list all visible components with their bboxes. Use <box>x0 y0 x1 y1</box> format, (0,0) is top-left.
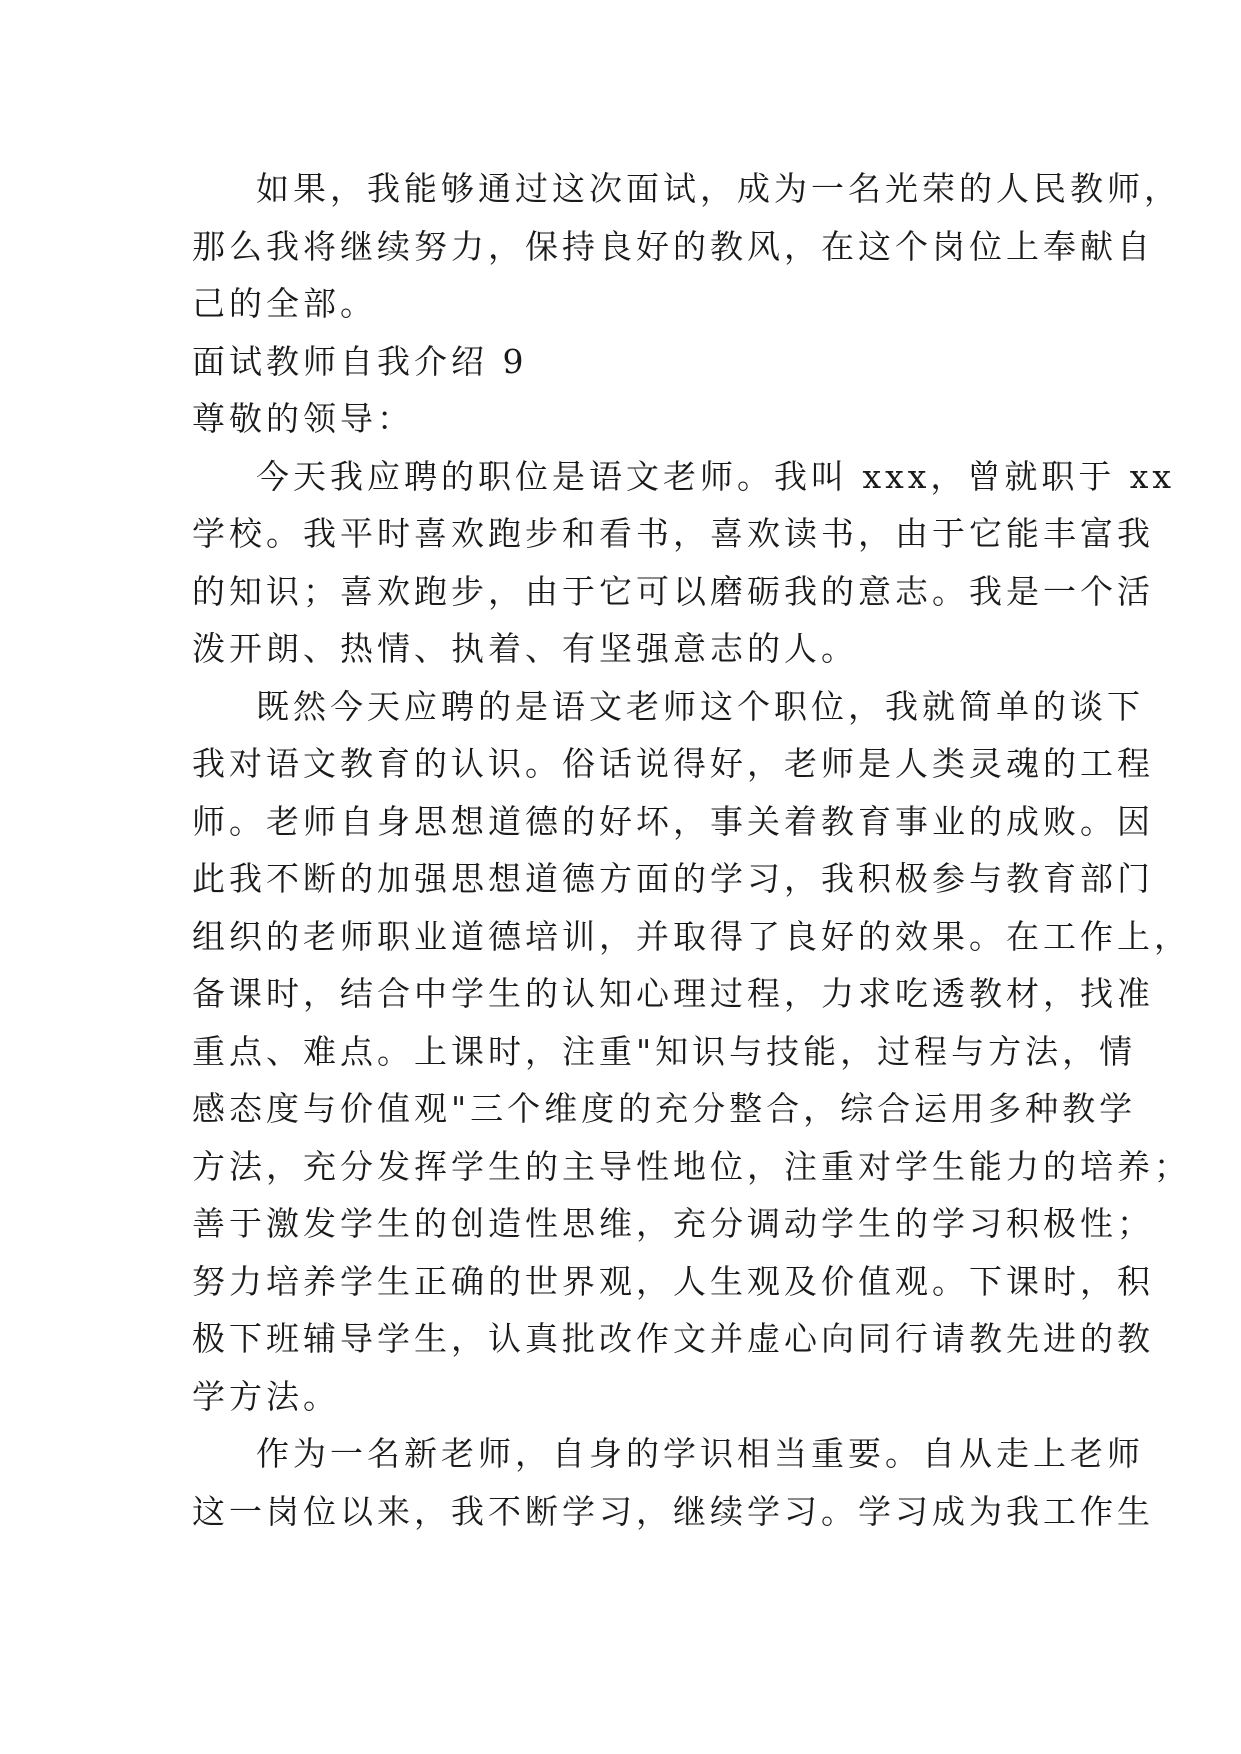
text-line: 师。老师自身思想道德的好坏，事关着教育事业的成败。因 <box>192 801 1154 841</box>
text-line: 作为一名新老师，自身的学识相当重要。自从走上老师 <box>256 1434 1144 1473</box>
paragraph <box>192 333 1052 391</box>
text-line: 今天我应聘的职位是语文老师。我叫 xxx，曾就职于 xx <box>256 456 1176 496</box>
text-line: 我对语文教育的认识。俗话说得好，老师是人类灵魂的工程 <box>192 744 1154 783</box>
text-line: 重点、难点。上课时，注重"知识与技能，过程与方法，情 <box>192 1031 1137 1071</box>
text-line: 善于激发学生的创造性思维，充分调动学生的学习积极性； <box>192 1204 1154 1243</box>
text-line: 努力培养学生正确的世界观，人生观及价值观。下课时，积 <box>192 1261 1154 1301</box>
paragraph <box>192 390 1052 448</box>
paragraph <box>192 160 1181 333</box>
paragraph <box>192 448 1176 678</box>
paragraph <box>192 678 1191 1426</box>
text-line: 组织的老师职业道德培训，并取得了良好的效果。在工作上， <box>192 916 1191 956</box>
document-body <box>192 160 1191 1540</box>
text-line: 学方法。 <box>192 1376 340 1416</box>
text-line: 此我不断的加强思想道德方面的学习，我积极参与教育部门 <box>192 859 1154 898</box>
text-line: 感态度与价值观"三个维度的充分整合，综合运用多种教学 <box>192 1089 1137 1128</box>
text-line: 备课时，结合中学生的认知心理过程，力求吃透教材，找准 <box>192 974 1154 1013</box>
text-line: 那么我将继续努力，保持良好的教风，在这个岗位上奉献自 <box>192 226 1154 266</box>
text-line: 这一岗位以来，我不断学习，继续学习。学习成为我工作生 <box>192 1491 1154 1531</box>
text-line: 己的全部。 <box>192 284 377 323</box>
text-line: 泼开朗、热情、执着、有坚强意志的人。 <box>192 629 858 668</box>
text-line: 如果，我能够通过这次面试，成为一名光荣的人民教师， <box>256 169 1181 208</box>
text-line: 尊敬的领导： <box>192 399 414 438</box>
text-line: 方法，充分发挥学生的主导性地位，注重对学生能力的培养； <box>192 1146 1191 1186</box>
paragraph <box>192 1425 1154 1540</box>
text-line: 既然今天应聘的是语文老师这个职位，我就简单的谈下 <box>256 686 1144 726</box>
text-line: 学校。我平时喜欢跑步和看书，喜欢读书，由于它能丰富我 <box>192 514 1154 553</box>
text-line: 极下班辅导学生，认真批改作文并虚心向同行请教先进的教 <box>192 1319 1154 1358</box>
text-line: 的知识；喜欢跑步，由于它可以磨砺我的意志。我是一个活 <box>192 571 1154 611</box>
text-line: 面试教师自我介绍 9 <box>192 341 528 381</box>
